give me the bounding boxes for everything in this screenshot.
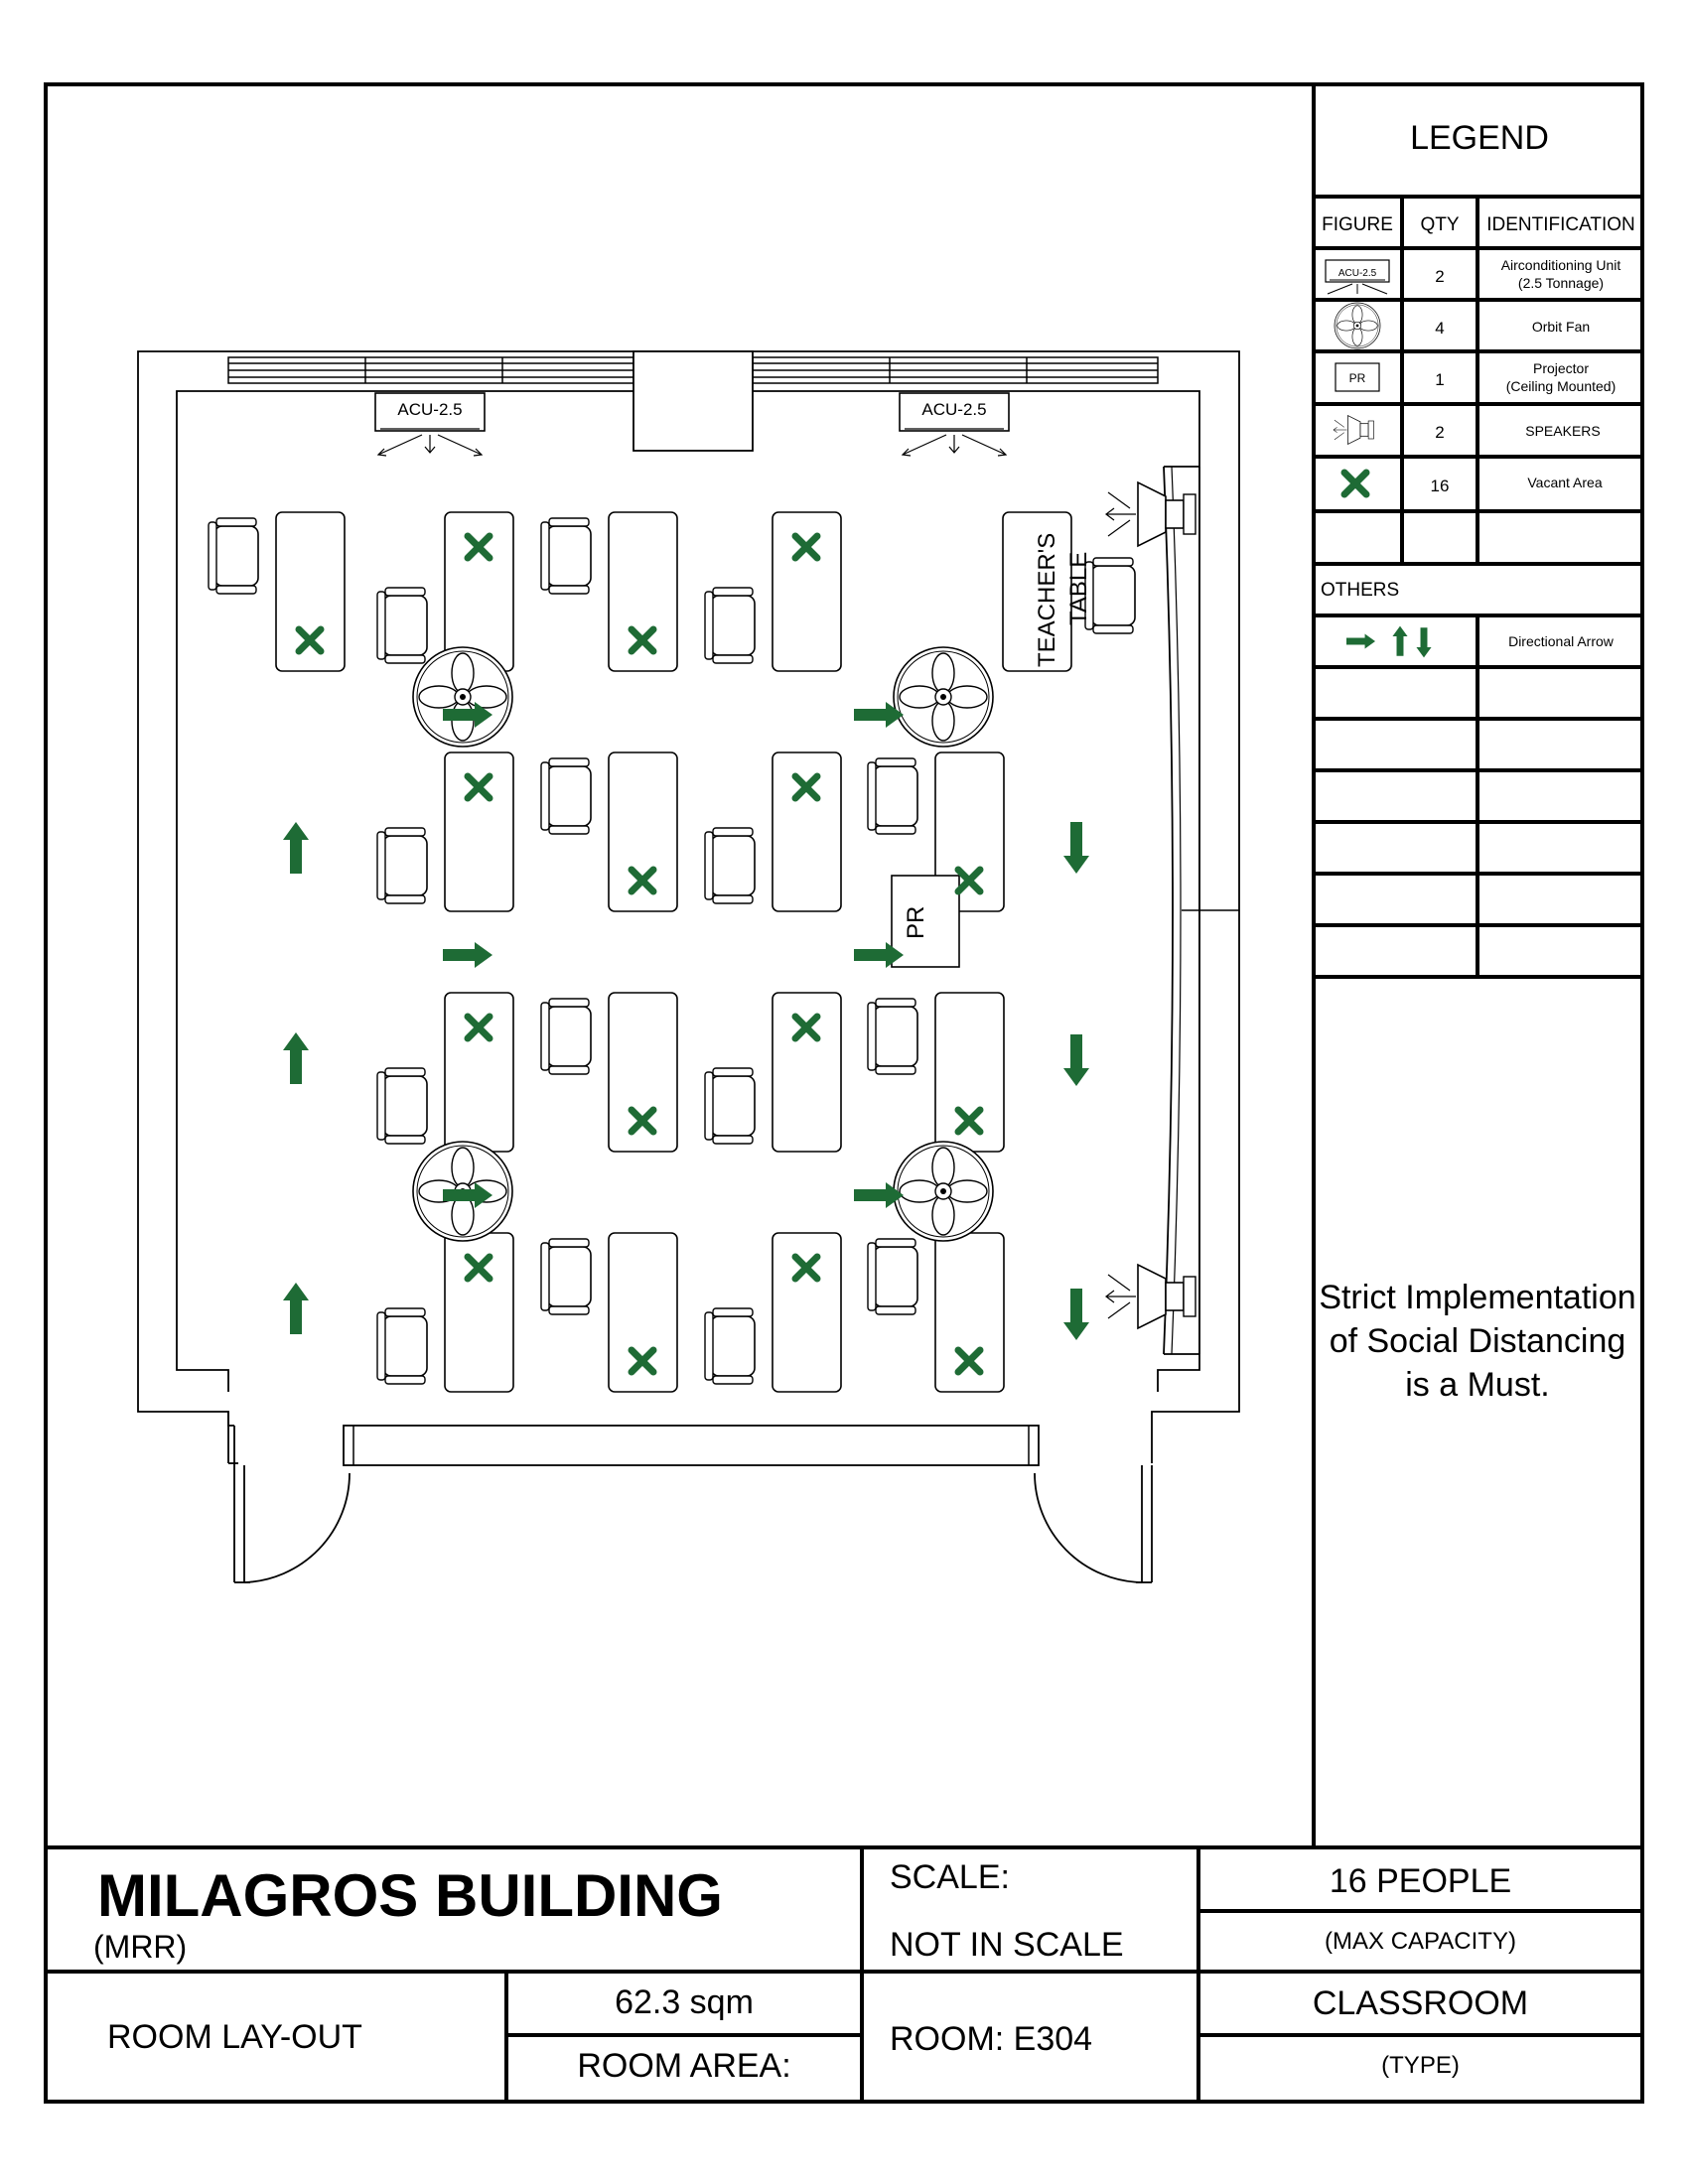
arrow-down	[1063, 1034, 1089, 1086]
speaker	[1106, 1265, 1196, 1328]
chair	[541, 999, 591, 1074]
legend-others-title: OTHERS	[1321, 580, 1400, 601]
desk	[773, 752, 841, 911]
window-left	[228, 357, 633, 383]
vacant-x-icon	[1344, 473, 1366, 494]
desk	[935, 1233, 1004, 1392]
desk	[609, 752, 677, 911]
projector-icon	[1336, 363, 1379, 391]
legend-others-label: Directional Arrow	[1508, 633, 1614, 649]
chair	[541, 758, 591, 834]
acu-unit	[900, 393, 1009, 456]
desk	[445, 993, 513, 1152]
room-area-caption: ROOM AREA:	[577, 2047, 791, 2085]
legend-title: LEGEND	[1410, 119, 1549, 157]
legend-identification-sub: (2.5 Tonnage)	[1517, 275, 1605, 291]
max-capacity-caption: (MAX CAPACITY)	[1325, 1928, 1516, 1955]
chair	[868, 758, 917, 834]
scale-label: SCALE:	[890, 1858, 1010, 1896]
teacher-table-label: TEACHER'S	[1034, 532, 1060, 667]
projector-label: PR	[903, 905, 929, 939]
legend-identification: Orbit Fan	[1531, 319, 1591, 335]
directional-arrow-icon	[1346, 626, 1432, 658]
legend-projector-label: PR	[1348, 371, 1366, 385]
orbit-fan	[894, 647, 993, 747]
arrow-down	[1063, 822, 1089, 874]
column	[633, 351, 753, 451]
chair	[541, 518, 591, 594]
floor-plan	[138, 351, 1239, 1582]
arrow-up	[283, 822, 309, 874]
legend-acu-label: ACU-2.5	[1337, 268, 1377, 279]
chair	[377, 1068, 427, 1144]
teacher-table-label-line2: TABLE	[1065, 551, 1092, 625]
chair	[209, 518, 258, 594]
legend-header-identification: IDENTIFICATION	[1486, 214, 1635, 235]
legend-identification: Vacant Area	[1527, 475, 1603, 490]
legend-qty: 4	[1435, 319, 1445, 338]
orbit-fan-icon	[1335, 303, 1380, 348]
legend-header-qty: QTY	[1420, 214, 1460, 235]
door-right	[1035, 1465, 1152, 1582]
legend-qty: 16	[1430, 477, 1450, 495]
window-right	[753, 357, 1158, 383]
desk	[609, 993, 677, 1152]
sheet-title: ROOM LAY-OUT	[107, 2018, 362, 2056]
room-type: CLASSROOM	[1312, 1984, 1529, 2022]
arrow-right	[443, 942, 492, 968]
acu-label: ACU-2.5	[397, 400, 463, 419]
desk	[773, 1233, 841, 1392]
legend-identification: SPEAKERS	[1525, 423, 1601, 439]
desk	[935, 993, 1004, 1152]
chair	[705, 1068, 755, 1144]
chair	[377, 1308, 427, 1384]
desk	[773, 512, 841, 671]
arrow-down	[1063, 1289, 1089, 1340]
building-name: MILAGROS BUILDING	[97, 1862, 723, 1929]
legend-qty: 1	[1435, 370, 1445, 389]
legend-identification: Airconditioning Unit	[1500, 257, 1621, 273]
desk	[445, 1233, 513, 1392]
chair	[705, 588, 755, 663]
room-type-caption: (TYPE)	[1381, 2052, 1460, 2079]
building-code: (MRR)	[93, 1929, 188, 1965]
orbit-fan	[413, 647, 512, 747]
chair	[1085, 558, 1135, 633]
desk	[773, 993, 841, 1152]
desk	[276, 512, 345, 671]
speaker-icon	[1334, 416, 1374, 445]
chair	[541, 1239, 591, 1314]
room-area-value: 62.3 sqm	[615, 1983, 754, 2021]
speaker	[1106, 482, 1196, 546]
chair	[705, 828, 755, 903]
desk	[445, 752, 513, 911]
arrow-up	[283, 1032, 309, 1084]
arrow-up	[283, 1283, 309, 1334]
max-capacity: 16 PEOPLE	[1329, 1862, 1512, 1900]
chair	[377, 588, 427, 663]
bottom-wall	[344, 1426, 1039, 1465]
legend-identification: Projector	[1532, 360, 1590, 376]
orbit-fan	[894, 1142, 993, 1241]
legend-qty: 2	[1435, 423, 1445, 442]
chair	[705, 1308, 755, 1384]
acu-label: ACU-2.5	[921, 400, 987, 419]
whiteboard	[1164, 467, 1173, 1354]
chair	[868, 1239, 917, 1314]
legend-identification-sub: (Ceiling Mounted)	[1505, 378, 1617, 394]
chair	[377, 828, 427, 903]
desk	[609, 512, 677, 671]
legend-qty: 2	[1435, 267, 1445, 286]
acu-unit	[375, 393, 485, 456]
acu-icon	[1326, 260, 1389, 294]
desk	[609, 1233, 677, 1392]
scale-value: NOT IN SCALE	[890, 1926, 1124, 1964]
legend-header-figure: FIGURE	[1322, 214, 1393, 235]
chair	[868, 999, 917, 1074]
door-left	[228, 1463, 350, 1582]
room-number: ROOM: E304	[890, 2020, 1093, 2058]
social-distancing-note: Strict Implementation of Social Distancing is a Must.	[1319, 1279, 1636, 1404]
